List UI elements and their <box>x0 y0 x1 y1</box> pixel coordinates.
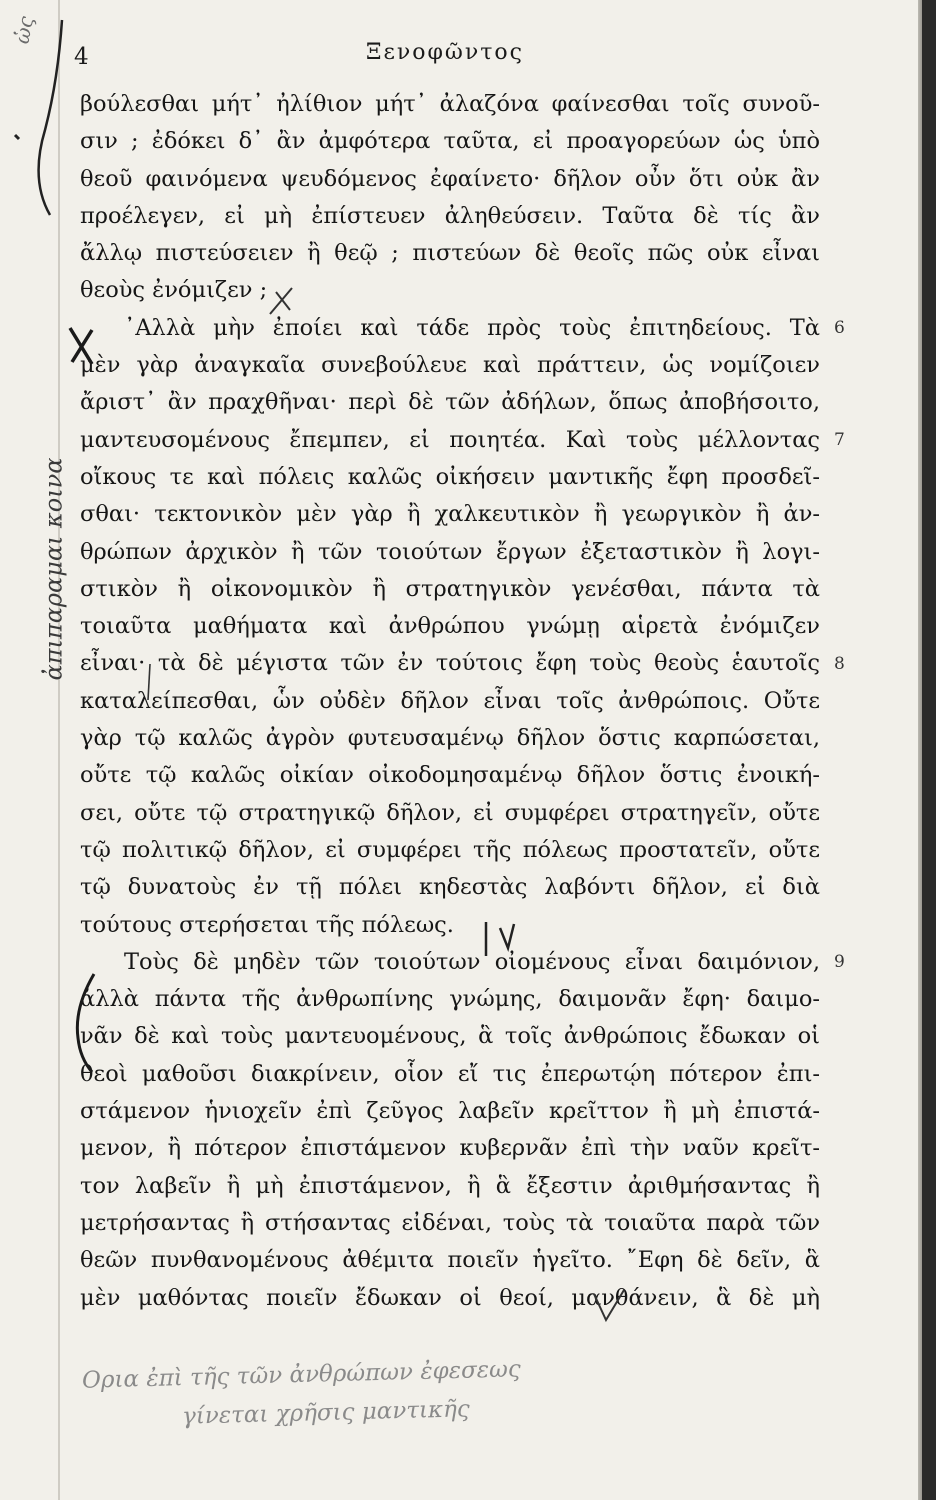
text-line: στάμενον ἡνιοχεῖν ἐπὶ ζεῦγος λαβεῖν κρεῖττον ἢ μὴ ἐπιστά- <box>80 1098 820 1125</box>
main-text <box>80 86 820 1317</box>
section-number: 9 <box>834 951 845 972</box>
annotation-top-margin: ὡς <box>9 14 38 46</box>
page-number: 4 <box>74 44 89 70</box>
text-line: εἶναι· τὰ δὲ μέγιστα τῶν ἐν τούτοις ἔφη τοὺς θεοὺς ἑαυτοῖς <box>80 650 820 677</box>
section-number: 6 <box>834 317 845 338</box>
annotation-left-margin: ἀπιπαραμαι κοινα <box>39 457 68 681</box>
text-line: τῷ δυνατοὺς ἐν τῇ πόλει κηδεστὰς λαβόντι δῆλον, εἰ διὰ <box>80 874 820 901</box>
text-line: ἄλλῳ πιστεύσειεν ἢ θεῷ ; πιστεύων δὲ θεοῖς πῶς οὐκ εἶναι <box>80 240 820 267</box>
text-line: τούτους στερήσεται τῆς πόλεως. <box>80 911 454 938</box>
text-line: στικὸν ἢ οἰκονομικὸν ἢ στρατηγικὸν γενέσθαι, πάντα τὰ <box>80 575 820 602</box>
text-line: σει, οὔτε τῷ στρατηγικῷ δῆλον, εἰ συμφέρει στρατηγεῖν, οὔτε <box>80 799 820 826</box>
text-line: θεοὶ μαθοῦσι διακρίνειν, οἷον εἴ τις ἐπερωτῴη πότερον ἐπι- <box>80 1060 820 1087</box>
text-line: θεῶν πυνθανομένους ἀθέμιτα ποιεῖν ἡγεῖτο. ῎Εφη δὲ δεῖν, ἃ <box>80 1247 820 1274</box>
text-line: τον λαβεῖν ἢ μὴ ἐπιστάμενον, ἢ ἃ ἔξεστιν ἀριθμήσαντας ἢ <box>80 1172 820 1199</box>
text-line: τοιαῦτα μαθήματα καὶ ἀνθρώπου γνώμῃ αἱρετὰ ἐνόμιζεν <box>80 613 820 640</box>
running-head: Ξενοφῶντος <box>366 40 524 65</box>
annotation-bottom-line-2: γίνεται χρῆσις μαντικῆς <box>181 1396 471 1430</box>
text-line: Τοὺς δὲ μηδὲν τῶν τοιούτων οἰομένους εἶναι δαιμόνιον, <box>124 948 820 975</box>
text-line: ἀλλὰ πάντα τῆς ἀνθρωπίνης γνώμης, δαιμονᾶν ἔφη· δαιμο- <box>80 986 820 1013</box>
text-line: τῷ πολιτικῷ δῆλον, εἰ συμφέρει τῆς πόλεως προστατεῖν, οὔτε <box>80 836 820 863</box>
text-line: σθαι· τεκτονικὸν μὲν γὰρ ἢ χαλκευτικὸν ἢ γεωργικὸν ἢ ἀν- <box>80 501 820 528</box>
section-number: 8 <box>834 653 845 674</box>
text-line: ᾽Αλλὰ μὴν ἐποίει καὶ τάδε πρὸς τοὺς ἐπιτηδείους. Τὰ <box>124 314 820 341</box>
text-line: ἄριστ᾽ ἂν πραχθῆναι· περὶ δὲ τῶν ἀδήλων, ὅπως ἀποβήσοιτο, <box>80 389 820 416</box>
text-line: μετρήσαντας ἢ στήσαντας εἰδέναι, τοὺς τὰ τοιαῦτα παρὰ τῶν <box>80 1209 820 1236</box>
text-line: θεοὺς ἐνόμιζεν ; <box>80 277 268 304</box>
text-line: μὲν μαθόντας ποιεῖν ἔδωκαν οἱ θεοί, μανθάνειν, ἃ δὲ μὴ <box>80 1284 820 1311</box>
text-line: θρώπων ἀρχικὸν ἢ τῶν τοιούτων ἔργων ἐξεταστικὸν ἢ λογι- <box>80 538 820 565</box>
annotation-bottom-line-1: Ορια ἐπὶ τῆς τῶν ἀνθρώπων ἐφεσεως <box>81 1356 522 1394</box>
text-line: σιν ; ἐδόκει δ᾽ ἂν ἀμφότερα ταῦτα, εἰ προαγορεύων ὡς ὑπὸ <box>80 128 820 155</box>
binding-edge <box>58 0 60 1500</box>
text-line: καταλείπεσθαι, ὧν οὐδὲν δῆλον εἶναι τοῖς ἀνθρώποις. Οὔτε <box>80 687 820 714</box>
text-line: μὲν γὰρ ἀναγκαῖα συνεβούλευε καὶ πράττειν, ὡς νομίζοιεν <box>80 352 820 379</box>
section-number: 7 <box>834 429 845 450</box>
text-line: νᾶν δὲ καὶ τοὺς μαντευομένους, ἃ τοῖς ἀνθρώποις ἔδωκαν οἱ <box>80 1023 820 1050</box>
text-line: γὰρ τῷ καλῶς ἀγρὸν φυτευσαμένῳ δῆλον ὅστις καρπώσεται, <box>80 725 820 752</box>
text-line: βούλεσθαι μήτ᾽ ἠλίθιον μήτ᾽ ἀλαζόνα φαίνεσθαι τοῖς συνοῦ- <box>80 91 820 117</box>
text-line: μενον, ἢ πότερον ἐπιστάμενον κυβερνᾶν ἐπὶ τὴν ναῦν κρεῖτ- <box>80 1135 820 1162</box>
text-line: οὔτε τῷ καλῶς οἰκίαν οἰκοδομησαμένῳ δῆλον ὅστις ἐνοική- <box>80 762 820 789</box>
text-line: θεοῦ φαινόμενα ψευδόμενος ἐφαίνετο· δῆλον οὖν ὅτι οὐκ ἂν <box>80 165 820 192</box>
text-line: οἴκους τε καὶ πόλεις καλῶς οἰκήσειν μαντικῆς ἔφη προσδεῖ- <box>80 463 820 490</box>
text-line: μαντευσομένους ἔπεμπεν, εἰ ποιητέα. Καὶ τοὺς μέλλοντας <box>80 426 820 453</box>
page-edge-shadow <box>918 0 922 1500</box>
text-line: προέλεγεν, εἰ μὴ ἐπίστευεν ἀληθεύσειν. Ταῦτα δὲ τίς ἂν <box>80 202 820 229</box>
